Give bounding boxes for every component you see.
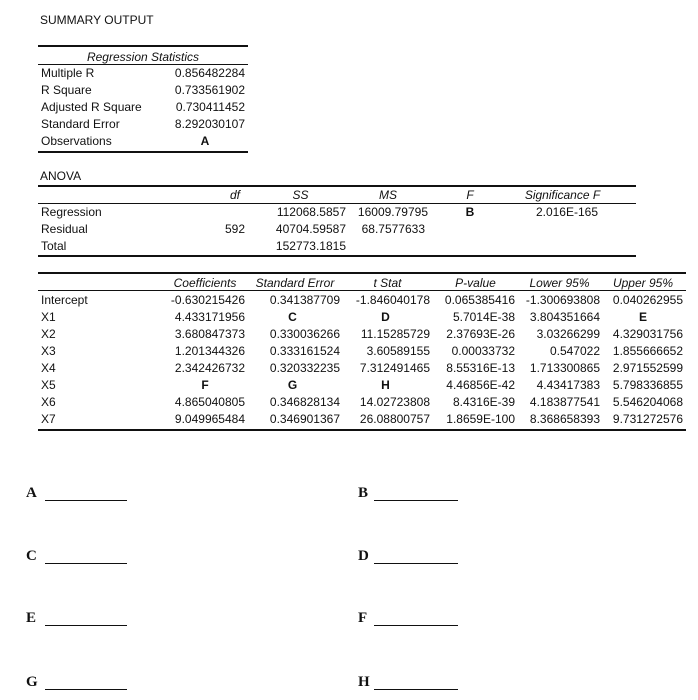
coef-header-rule [38,290,686,291]
lower95-value: 1.713300865 [529,361,600,375]
pvalue-value: 1.8659E-100 [446,412,515,426]
tstat-value: 3.60589155 [366,344,430,358]
lower95-value: 3.03266299 [536,327,600,341]
upper95-blank-e: E [638,310,647,324]
regstats-label: Observations [41,134,112,148]
anova-bottom-rule [38,255,636,257]
regstats-label: Multiple R [41,66,95,80]
anova-row-label: Total [41,239,67,253]
regstats-top-rule [38,45,248,47]
pvalue-value: 8.55316E-13 [446,361,515,375]
coef-header: t Stat [373,276,402,290]
tstat-value: 14.02723808 [359,395,430,409]
upper95-value: 5.546204068 [612,395,683,409]
anova-ss: 152773.1815 [275,239,346,253]
anova-ms: 68.7577633 [361,222,425,236]
coef-blank-f: F [201,378,209,392]
answer-line-a[interactable] [45,500,127,501]
upper95-value: 5.798336855 [612,378,683,392]
pvalue-value: 8.4316E-39 [452,395,515,409]
se-value: 0.320332235 [269,361,340,375]
upper95-value: 4.329031756 [612,327,683,341]
coef-value: 4.865040805 [174,395,245,409]
coef-header: Upper 95% [612,276,674,290]
anova-sig: 2.016E-165 [535,205,598,219]
answer-line-g[interactable] [45,689,127,690]
observations-blank-a: A [200,134,210,148]
upper95-value: 2.971552599 [612,361,683,375]
anova-header-f: F [466,188,474,202]
answer-line-f[interactable] [374,625,458,626]
coef-value: 4.433171956 [174,310,245,324]
pvalue-value: 5.7014E-38 [452,310,515,324]
coef-row-label: X4 [41,361,56,375]
regstats-value: 8.292030107 [174,117,245,131]
regstats-label: R Square [41,83,92,97]
answer-letter: E [26,610,37,626]
answer-letter: C [26,548,37,564]
coef-row-label: X3 [41,344,56,358]
coef-row-label: X1 [41,310,56,324]
anova-f-blank-b: B [465,205,475,219]
answer-line-d[interactable] [374,563,458,564]
se-value: 0.333161524 [269,344,340,358]
anova-df: 592 [224,222,245,236]
coef-bottom-rule [38,429,686,431]
regstats-bottom-rule [38,151,248,153]
lower95-value: 3.804351664 [529,310,600,324]
anova-top-rule [38,185,636,187]
se-value: 0.330036266 [269,327,340,341]
coef-top-rule [38,272,686,274]
answer-letter: F [358,610,368,626]
coef-row-label: Intercept [41,293,88,307]
tstat-value: 11.15285729 [360,327,430,341]
tstat-value: 7.312491465 [359,361,430,375]
anova-header-sig: Significance F [524,188,601,202]
coef-value: -0.630215426 [170,293,245,307]
se-blank-c: C [288,310,297,324]
regstats-label: Adjusted R Square [41,100,142,114]
regstats-value: 0.856482284 [174,66,245,80]
anova-row-label: Residual [41,222,88,236]
coef-row-label: X7 [41,412,56,426]
answer-line-e[interactable] [45,625,127,626]
coef-value: 3.680847373 [174,327,245,341]
anova-header-ss: SS [292,188,309,202]
lower95-value: 8.368658393 [529,412,600,426]
answer-line-b[interactable] [374,500,458,501]
coef-header: P-value [455,276,496,290]
upper95-value: 9.731272576 [612,412,683,426]
lower95-value: 4.183877541 [529,395,600,409]
coef-value: 9.049965484 [174,412,245,426]
anova-ms: 16009.79795 [357,205,428,219]
se-value: 0.346901367 [269,412,340,426]
answer-letter: A [26,485,37,501]
anova-header-rule [38,203,636,204]
summary-title: SUMMARY OUTPUT [40,13,154,27]
tstat-value: 26.08800757 [359,412,430,426]
tstat-value: -1.846040178 [355,293,430,307]
coef-header: Lower 95% [529,276,590,290]
coef-header: Coefficients [173,276,237,290]
answer-letter: H [358,674,370,690]
answer-letter: G [26,674,38,690]
coef-row-label: X6 [41,395,56,409]
answer-letter: B [358,485,369,501]
upper95-value: 0.040262955 [612,293,683,307]
coef-value: 1.201344326 [174,344,245,358]
regstats-value: 0.733561902 [174,83,245,97]
coef-value: 2.342426732 [174,361,245,375]
regstats-value: 0.730411452 [175,100,245,114]
anova-row-label: Regression [41,205,102,219]
coef-header: Standard Error [255,276,335,290]
lower95-value: 0.547022 [549,344,600,358]
pvalue-value: 0.00033732 [451,344,515,358]
anova-ss: 112068.5857 [276,205,346,219]
lower95-value: -1.300693808 [525,293,600,307]
lower95-value: 4.43417383 [536,378,600,392]
anova-header-df: df [229,188,240,202]
pvalue-value: 0.065385416 [444,293,515,307]
answer-line-c[interactable] [45,563,127,564]
regstats-header-rule [38,64,248,65]
se-blank-g: G [287,378,298,392]
se-value: 0.341387709 [269,293,340,307]
pvalue-value: 4.46856E-42 [446,378,515,392]
se-value: 0.346828134 [269,395,340,409]
anova-ss: 40704.59587 [275,222,346,236]
regstats-label: Standard Error [41,117,120,131]
answer-letter: D [358,548,369,564]
tstat-blank-h: H [381,378,390,392]
anova-title: ANOVA [40,169,82,183]
coef-row-label: X2 [41,327,56,341]
pvalue-value: 2.37693E-26 [446,327,515,341]
anova-header-ms: MS [379,188,397,202]
regstats-header: Regression Statistics [86,50,200,64]
tstat-blank-d: D [381,310,390,324]
upper95-value: 1.855666652 [612,344,683,358]
coef-row-label: X5 [41,378,56,392]
answer-line-h[interactable] [374,689,458,690]
